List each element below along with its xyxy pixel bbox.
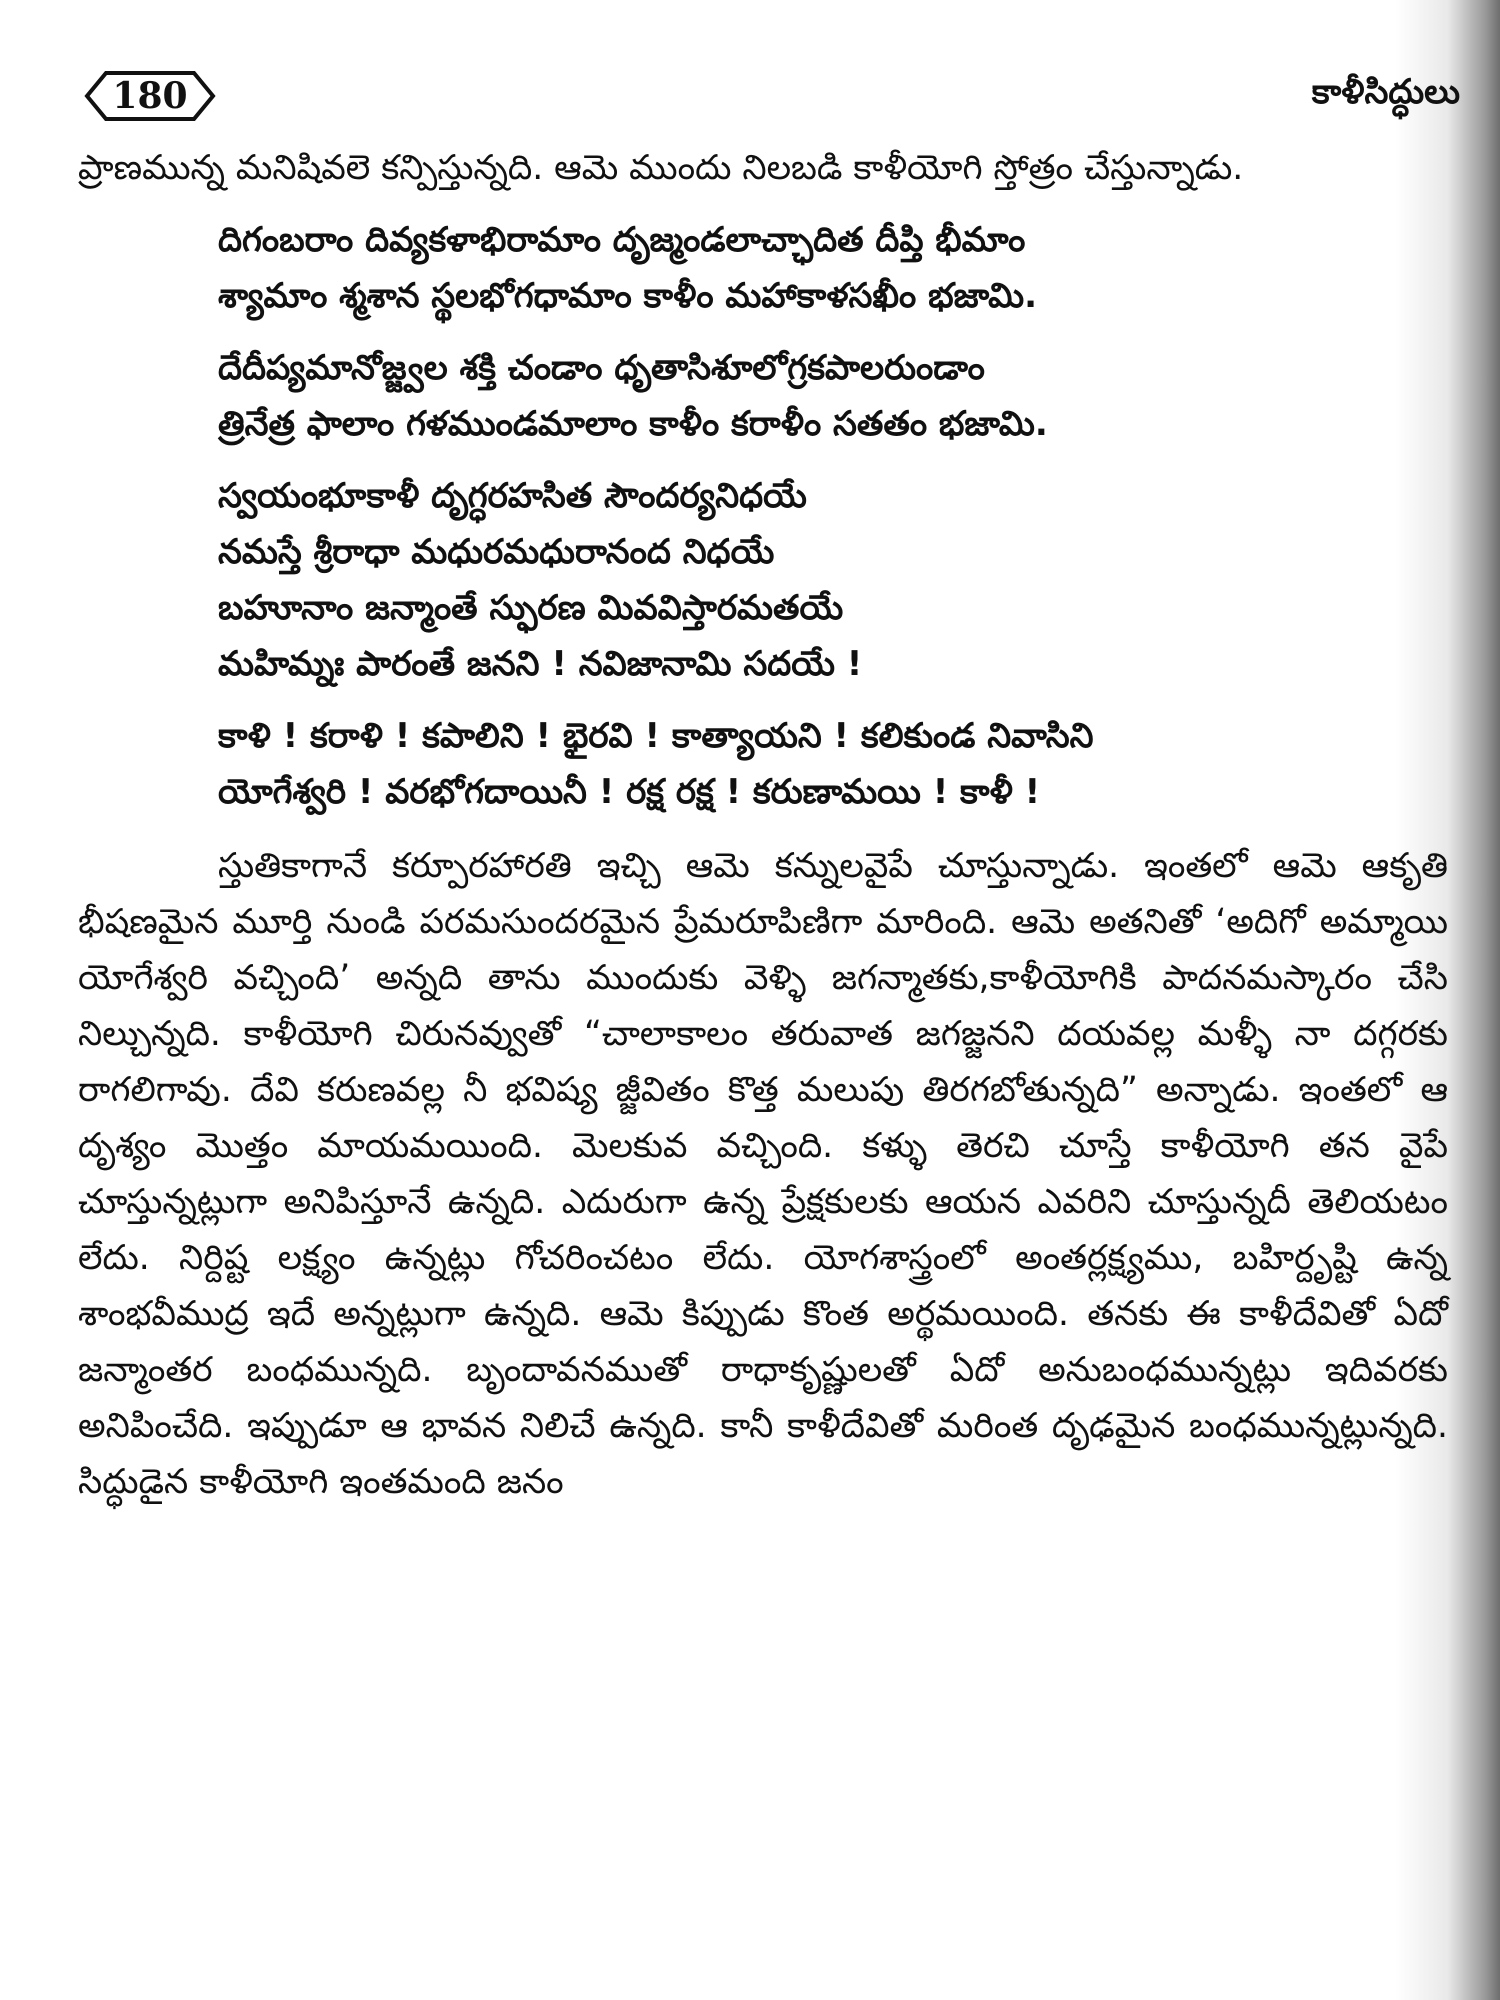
verse-stanza-1	[218, 212, 1448, 324]
verse-line: త్రినేత్ర ఫాలాం గళముండమాలాం కాళీం కరాళీం సతతం భజామి.	[218, 404, 1048, 444]
verse-line: కాళి ! కరాళి ! కపాలిని ! భైరవి ! కాత్యాయని ! కలికుండ నివాసిని	[218, 716, 1094, 756]
prose-paragraph	[78, 838, 1448, 1510]
verse-line: స్వయంభూకాళీ దృగ్ధరహసిత సౌందర్యనిధయే	[218, 476, 807, 516]
verse-line: బహూనాం జన్మాంతే స్ఫురణ మివవిస్తారమతయే	[218, 588, 844, 628]
running-title: కాళీసిద్ధులు	[1311, 72, 1460, 112]
verse-stanza-4	[218, 708, 1448, 820]
page-header	[80, 70, 1460, 130]
intro-text: ప్రాణమున్న మనిషివలె కన్పిస్తున్నది. ఆమె ముందు నిలబడి కాళీయోగి స్తోత్రం చేస్తున్నాడు.	[78, 148, 1244, 188]
verse-line: దేదీప్యమానోజ్జ్వల శక్తి చండాం ధృతాసిశూలోగ్రకపాలరుండాం	[218, 348, 985, 388]
verse-line: మహిమ్నః పారంతే జనని ! నవిజానామి సదయే !	[218, 644, 863, 684]
verse-line: శ్యామాం శ్మశాన స్థలభోగధామాం కాళీం మహాకాళసఖీం భజామి.	[218, 276, 1038, 316]
page-body	[78, 140, 1448, 1510]
verse-stanza-2	[218, 340, 1448, 452]
page-number-badge	[84, 70, 216, 122]
verse-stanza-3	[218, 468, 1448, 692]
prose-text: స్తుతికాగానే కర్పూరహారతి ఇచ్చి ఆమె కన్నులవైపే చూస్తున్నాడు. ఇంతలో ఆమె ఆకృతి భీషణమైన మూర్తి నుండి పరమసుందరమైన ప్రేమరూపిణిగా మారింది. ఆమె అతనితో ‘అదిగో అమ్మాయి యోగేశ్వరి వచ్చింది’ అన్నది తాను ముందుకు వెళ్ళి జగన్మాతకు,కాళీయోగికి పాదనమస్కారం చేసి నిల్చున్నది. కాళీయోగి చిరునవ్వుతో “చాలాకాలం తరువాత జగజ్జనని దయవల్ల మళ్ళీ నా దగ్గరకు రాగలిగావు. దేవి కరుణవల్ల నీ భవిష్య జ్జీవితం కొత్త మలుపు తిరగబోతున్నది” అన్నాడు. ఇంతలో ఆ దృశ్యం మొత్తం మాయమయింది. మెలకువ వచ్చింది. కళ్ళు తెరచి చూస్తే కాళీయోగి తన వైపే చూస్తున్నట్లుగా అనిపిస్తూనే ఉన్నది. ఎదురుగా ఉన్న ప్రేక్షకులకు ఆయన ఎవరిని చూస్తున్నదీ తెలియటం లేదు. నిర్దిష్ట లక్ష్యం ఉన్నట్లు గోచరించటం లేదు. యోగశాస్త్రంలో అంతర్లక్ష్యము, బహిర్దృష్టి ఉన్న శాంభవీముద్ర ఇదే అన్నట్లుగా ఉన్నది. ఆమె కిప్పుడు కొంత అర్థమయింది. తనకు ఈ కాళీదేవితో ఏదో జన్మాంతర బంధమున్నది. బృందావనముతో రాధాకృష్ణులతో ఏదో అనుబంధమున్నట్లు ఇదివరకు అనిపించేది. ఇప్పుడూ ఆ భావన నిలిచే ఉన్నది. కానీ కాళీదేవితో మరింత దృఢమైన బంధమున్నట్లున్నది. సిద్ధుడైన కాళీయోగి ఇంతమంది జనం	[78, 846, 1448, 1502]
verse-line: యోగేశ్వరి ! వరభోగదాయినీ ! రక్ష రక్ష ! కరుణామయి ! కాళీ !	[218, 772, 1041, 812]
page-number: 180	[112, 75, 188, 117]
verse-line: నమస్తే శ్రీరాధా మధురమధురానంద నిధయే	[218, 532, 775, 572]
intro-paragraph	[78, 140, 1448, 196]
verse-line: దిగంబరాం దివ్యకళాభిరామాం దృజ్మండలాచ్ఛాదిత దీప్తి భీమాం	[218, 220, 1026, 260]
